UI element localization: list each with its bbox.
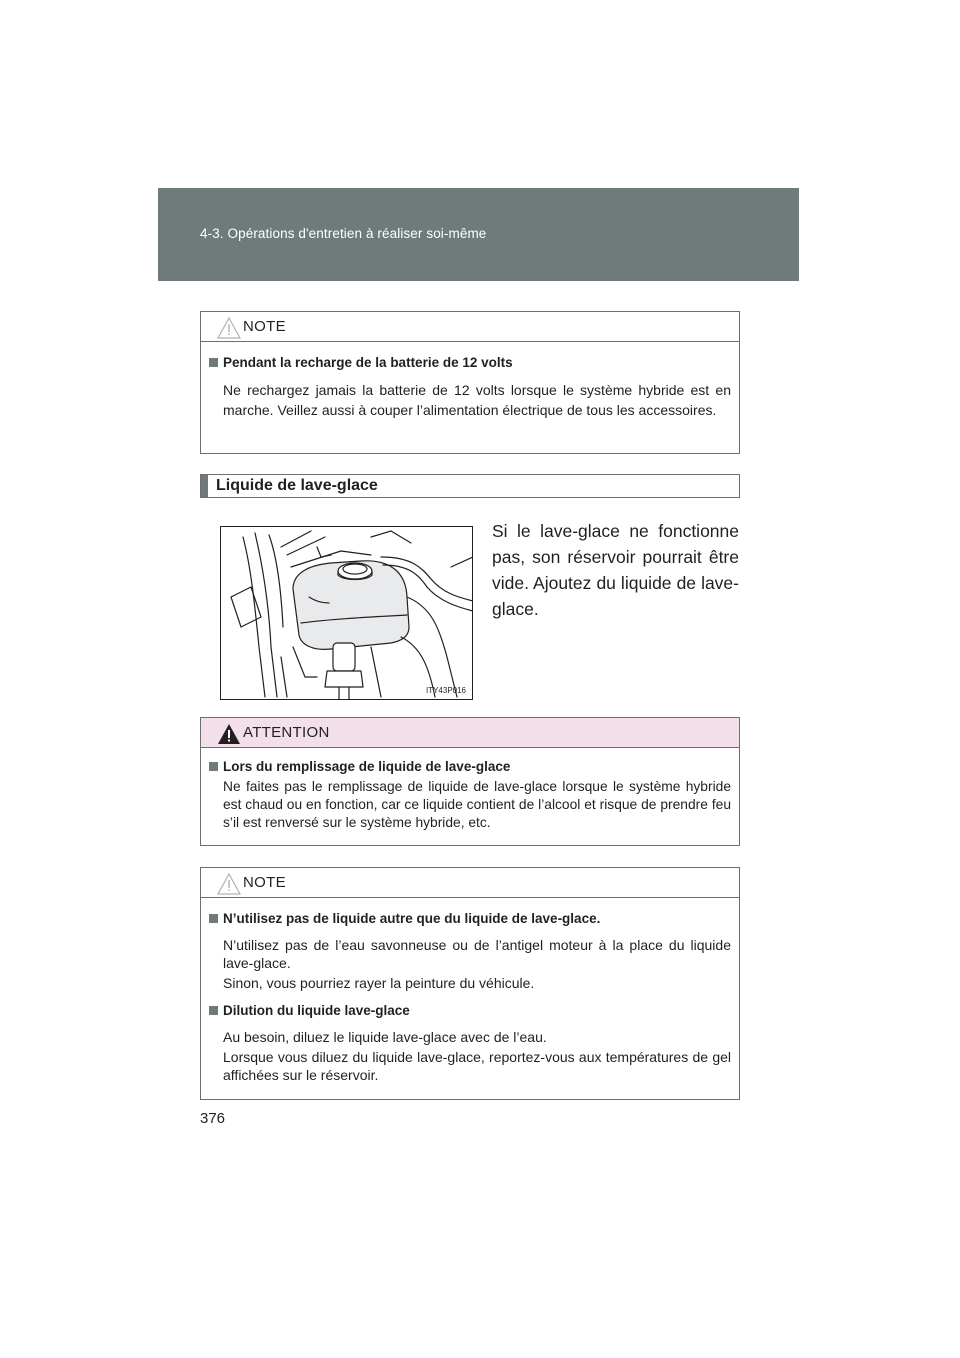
- note-label: NOTE: [243, 318, 286, 335]
- attention-label: ATTENTION: [243, 724, 330, 741]
- note-item-title: N’utilisez pas de liquide autre que du liquide de lave-glace.: [209, 910, 731, 928]
- bullet-square-icon: [209, 1006, 218, 1015]
- note-item-text: Au besoin, diluez le liquide lave-glace avec de l’eau.: [223, 1029, 547, 1045]
- warning-icon: [217, 723, 241, 745]
- attention-item-text: Ne faites pas le remplissage de liquide de lave-glace lorsque le système hybride est chaud ou en fonction, car ce liquide contient de l’alcool et risque de prendre feu s’il est renversé sur le système hybride, etc.: [223, 779, 731, 830]
- note-box-battery: [200, 311, 740, 454]
- note-item-text: Lorsque vous diluez du liquide lave-glace, reportez-vous aux températures de gel affichées sur le réservoir.: [223, 1049, 731, 1083]
- chapter-header: [158, 188, 799, 281]
- note-header: [201, 312, 739, 342]
- note-item-title: Dilution du liquide lave-glace: [209, 1002, 731, 1020]
- bullet-square-icon: [209, 762, 218, 771]
- bullet-square-icon: [209, 914, 218, 923]
- attention-header: [201, 718, 739, 748]
- note-label: NOTE: [243, 874, 286, 891]
- note-item-text: Sinon, vous pourriez rayer la peinture du véhicule.: [223, 975, 535, 991]
- illustration-code: ITY43P016: [425, 686, 466, 695]
- attention-item-title: Lors du remplissage de liquide de lave-glace: [209, 758, 731, 776]
- chapter-section-title: 4-3. Opérations d'entretien à réaliser soi-même: [200, 226, 487, 241]
- note-item-text: Ne rechargez jamais la batterie de 12 volts lorsque le système hybride est en marche. Veillez aussi à couper l’alimentation électrique de tous les accessoires.: [223, 382, 731, 418]
- note-box-washer-fluid: [200, 867, 740, 1100]
- washer-reservoir-illustration: [220, 526, 473, 700]
- washer-reservoir-drawing: [221, 527, 473, 700]
- section-heading-text: Liquide de lave-glace: [216, 477, 378, 494]
- bullet-square-icon: [209, 358, 218, 367]
- note-header: [201, 868, 739, 898]
- attention-box: [200, 717, 740, 846]
- caution-outline-icon: [217, 873, 241, 895]
- note-item-text: N’utilisez pas de l’eau savonneuse ou de l’antigel moteur à la place du liquide lave-glace.: [223, 937, 731, 971]
- caution-outline-icon: [217, 317, 241, 339]
- section-heading: [200, 474, 740, 498]
- heading-accent-bar: [201, 475, 208, 497]
- page-number: 376: [200, 1110, 226, 1127]
- washer-instruction-text: Si le lave-glace ne fonctionne pas, son réservoir pourrait être vide. Ajoutez du liquide de lave-glace.: [492, 521, 739, 619]
- note-item-title: Pendant la recharge de la batterie de 12 volts: [209, 354, 731, 372]
